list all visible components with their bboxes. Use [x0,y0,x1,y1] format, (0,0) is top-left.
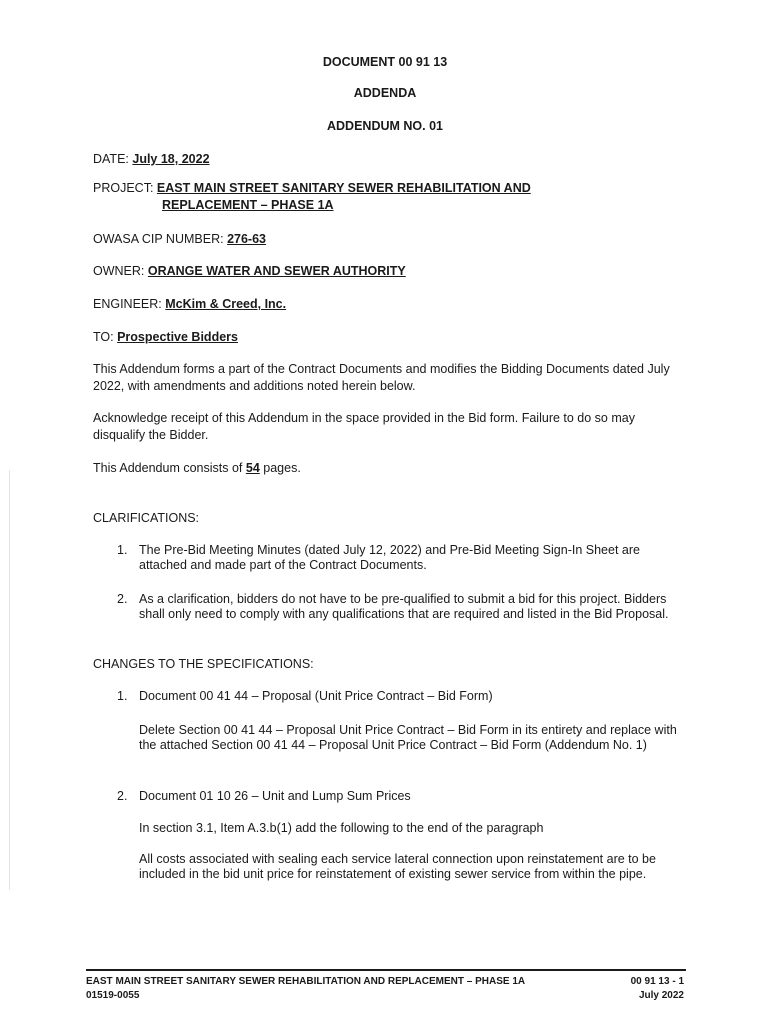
clarification-1-text: The Pre-Bid Meeting Minutes (dated July 12, 2022) and Pre-Bid Meeting Sign-In Sheet are attached and made part of the Contract Documents. [139,543,640,572]
page-count-value: 54 [245,461,260,475]
owner-label: OWNER: [93,264,145,278]
to-value: Prospective Bidders [117,330,238,344]
intro-paragraph-3 [93,460,683,477]
date-value: July 18, 2022 [132,152,210,166]
footer-rule [86,969,686,971]
change-2-body: In section 3.1, Item A.3.b(1) add the following to the end of the paragraph [139,821,544,835]
document-title: ADDENDA [353,86,417,100]
footer-project-name: EAST MAIN STREET SANITARY SEWER REHABILITATION AND REPLACEMENT – PHASE 1A [86,976,526,987]
change-2-number: 2. [117,789,128,803]
engineer-row [93,297,286,311]
date-row [93,152,210,166]
page-edge-line [9,470,10,890]
clarification-2-text: As a clarification, bidders do not have to be pre-qualified to submit a bid for this project. Bidders shall only need to comply with any qualifications that are required and listed in the Bid Proposal. [139,592,669,621]
change-1-body: Delete Section 00 41 44 – Proposal Unit Price Contract – Bid Form in its entirety and replace with the attached Section 00 41 44 – Proposal Unit Price Contract – Bid Form (Addendum No. 1) [139,723,677,752]
clarification-2-number: 2. [117,592,128,606]
change-2-body-2: All costs associated with sealing each service lateral connection upon reinstatement are to be included in the bid unit price for reinstatement of existing sewer service from within the pipe. [139,852,656,881]
to-label: TO: [93,330,114,344]
footer-page-ref: 00 91 13 - 1 [630,976,684,987]
cip-label: OWASA CIP NUMBER: [93,232,224,246]
cip-value: 276-63 [227,232,267,246]
footer-job-number: 01519-0055 [86,990,140,1001]
owner-row [93,264,406,278]
date-label: DATE: [93,152,129,166]
change-1-number: 1. [117,689,128,703]
intro-paragraph-1: This Addendum forms a part of the Contract Documents and modifies the Bidding Documents dated July 2022, with amendments and additions noted herein below. [93,362,670,393]
project-label: PROJECT: [93,181,154,195]
project-row-2 [162,198,334,212]
page-count-prefix: This Addendum consists of [93,461,243,475]
document-number: DOCUMENT 00 91 13 [322,55,448,69]
footer-date: July 2022 [638,990,684,1001]
to-row [93,330,238,344]
clarification-1-number: 1. [117,543,128,557]
addendum-number: ADDENDUM NO. 01 [327,119,443,133]
project-row [93,181,531,195]
project-value-line1: EAST MAIN STREET SANITARY SEWER REHABILITATION AND [156,181,531,195]
project-value-line2: REPLACEMENT – PHASE 1A [162,198,334,212]
intro-paragraph-2: Acknowledge receipt of this Addendum in the space provided in the Bid form. Failure to do so may disqualify the Bidder. [93,411,635,442]
engineer-label: ENGINEER: [93,297,162,311]
changes-heading: CHANGES TO THE SPECIFICATIONS: [93,657,314,671]
cip-row [93,232,266,246]
page-count-suffix: pages. [263,461,301,475]
engineer-value: McKim & Creed, Inc. [165,297,287,311]
owner-value: ORANGE WATER AND SEWER AUTHORITY [147,264,406,278]
change-1-title: Document 00 41 44 – Proposal (Unit Price Contract – Bid Form) [139,689,493,703]
change-2-title: Document 01 10 26 – Unit and Lump Sum Prices [139,789,411,803]
clarifications-heading: CLARIFICATIONS: [93,511,200,525]
